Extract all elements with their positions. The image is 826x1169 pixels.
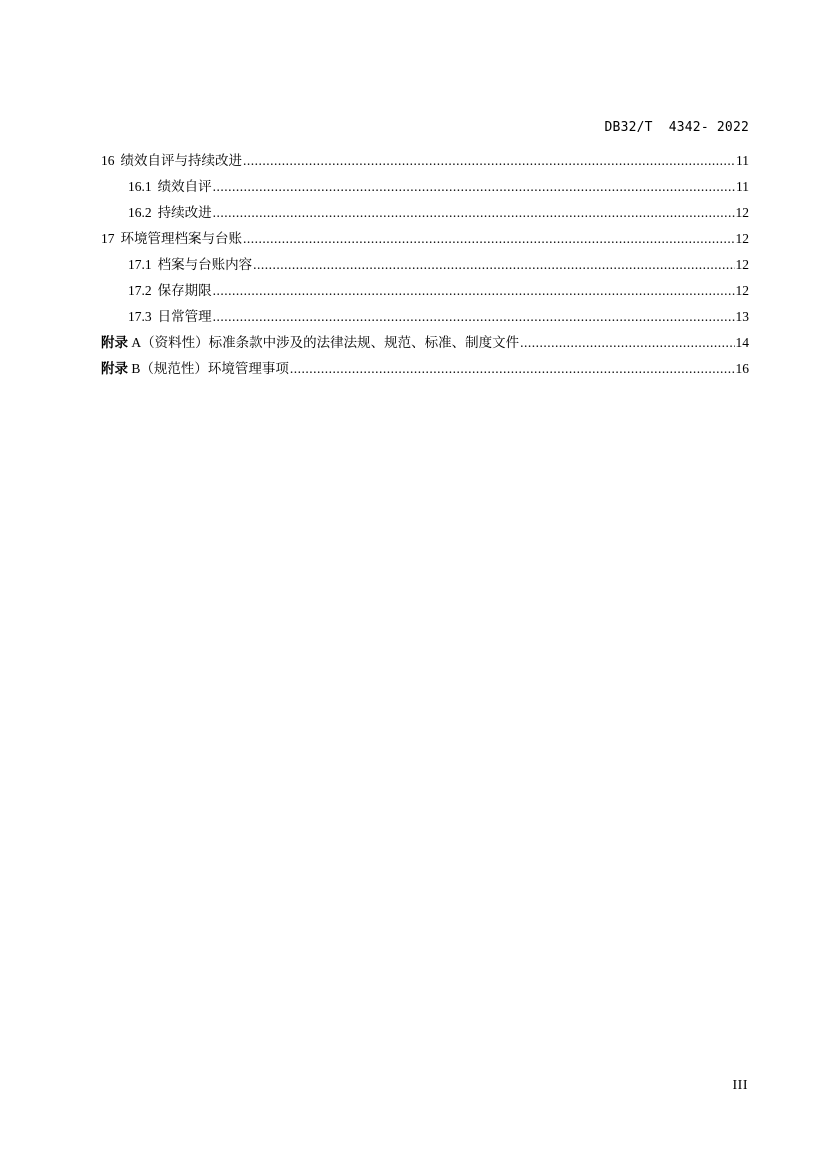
page-number: III <box>732 1078 748 1093</box>
toc-entry-page: 11 <box>736 153 749 168</box>
toc-entry-appendix-a[interactable] <box>101 330 749 356</box>
toc-entry-page: 12 <box>735 257 749 272</box>
toc-entry-page: 12 <box>735 205 749 220</box>
appendix-prefix: 附录 <box>101 335 128 350</box>
table-of-contents <box>101 148 749 382</box>
toc-entry-page: 11 <box>736 179 749 194</box>
toc-entry-page: 12 <box>735 231 749 246</box>
toc-entry-17-1[interactable] <box>101 252 749 278</box>
toc-leader-dots <box>520 330 734 356</box>
toc-entry-16-1[interactable] <box>101 174 749 200</box>
toc-leader-dots <box>213 304 735 330</box>
toc-entry-title: 持续改进 <box>157 205 212 220</box>
appendix-prefix: 附录 <box>101 361 128 376</box>
toc-entry-title: 绩效自评与持续改进 <box>120 153 242 168</box>
toc-entry-title: （资料性）标准条款中涉及的法律法规、规范、标准、制度文件 <box>141 335 520 350</box>
toc-entry-number: 17.2 <box>128 283 152 298</box>
toc-leader-dots <box>253 252 734 278</box>
toc-entry-title: 档案与台账内容 <box>157 257 253 272</box>
toc-entry-title: 保存期限 <box>157 283 212 298</box>
toc-leader-dots <box>243 148 735 174</box>
toc-entry-16-2[interactable] <box>101 200 749 226</box>
toc-leader-dots <box>243 226 735 252</box>
toc-leader-dots <box>290 356 735 382</box>
toc-entry-title: 绩效自评 <box>157 179 212 194</box>
toc-entry-17-2[interactable] <box>101 278 749 304</box>
toc-entry-title: 环境管理档案与台账 <box>120 231 242 246</box>
toc-entry-17-3[interactable] <box>101 304 749 330</box>
toc-entry-number: 16.2 <box>128 205 152 220</box>
appendix-letter: A <box>131 335 142 350</box>
toc-entry-17[interactable] <box>101 226 749 252</box>
toc-entry-appendix-b[interactable] <box>101 356 749 382</box>
toc-entry-title: （规范性）环境管理事项 <box>140 361 289 376</box>
toc-entry-number: 17 <box>101 231 115 246</box>
toc-entry-number: 16.1 <box>128 179 152 194</box>
toc-entry-16[interactable] <box>101 148 749 174</box>
toc-entry-page: 13 <box>735 309 749 324</box>
toc-leader-dots <box>213 278 735 304</box>
toc-entry-number: 17.1 <box>128 257 152 272</box>
toc-entry-number: 16 <box>101 153 115 168</box>
toc-leader-dots <box>213 200 735 226</box>
standard-code-header: DB32/T 4342- 2022 <box>604 120 749 135</box>
toc-entry-page: 16 <box>735 361 749 376</box>
toc-leader-dots <box>213 174 735 200</box>
toc-entry-page: 14 <box>735 335 749 350</box>
appendix-letter: B <box>131 361 141 376</box>
toc-entry-title: 日常管理 <box>157 309 212 324</box>
toc-entry-page: 12 <box>735 283 749 298</box>
toc-entry-number: 17.3 <box>128 309 152 324</box>
